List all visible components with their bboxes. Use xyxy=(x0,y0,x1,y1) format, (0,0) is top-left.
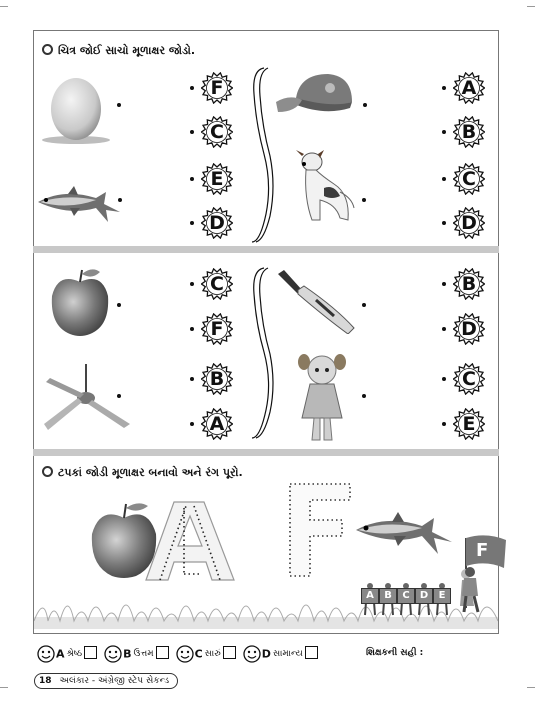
teacher-sign-label: શિક્ષકની સહી : xyxy=(366,648,424,658)
rating-checkbox[interactable] xyxy=(84,646,97,659)
section-divider-2 xyxy=(33,449,499,456)
letter-connector-dot[interactable] xyxy=(190,282,194,286)
section3-heading xyxy=(42,466,243,480)
right-letter-badge[interactable] xyxy=(453,163,485,195)
badge-letter: F xyxy=(210,318,224,340)
flag-letter: F xyxy=(476,540,489,561)
rating-letter: A xyxy=(56,647,65,661)
rating-checkbox[interactable] xyxy=(156,646,169,659)
rating-label: ઉત્તમ xyxy=(133,649,154,659)
section-divider-1 xyxy=(33,246,499,253)
crop-mark-bottom-left xyxy=(0,687,8,696)
rating-letter: B xyxy=(123,647,132,661)
rating-checkbox[interactable] xyxy=(223,646,236,659)
letter-connector-dot[interactable] xyxy=(190,327,194,331)
bat-connector-dot[interactable] xyxy=(362,303,366,307)
cap-connector-dot[interactable] xyxy=(363,103,367,107)
parade-letter-card: E xyxy=(433,588,451,604)
parade-letter-card: D xyxy=(415,588,433,604)
section3-heading-text: ટપકાં જોડી મૂળાક્ષર બનાવો અને રંગ પૂરો. xyxy=(58,466,243,479)
right-letter-badge[interactable] xyxy=(453,268,485,300)
left-letter-badge[interactable] xyxy=(201,408,233,440)
rating-option xyxy=(175,644,236,664)
badge-letter: C xyxy=(210,273,224,295)
rating-strip xyxy=(36,640,496,668)
left-letter-badge[interactable] xyxy=(201,313,233,345)
dotted-letter-f[interactable] xyxy=(284,480,356,580)
dotted-letter-a[interactable] xyxy=(140,496,240,584)
right-letter-badge[interactable] xyxy=(453,363,485,395)
matching-bracket-2 xyxy=(246,264,276,442)
bat-picture xyxy=(276,268,356,334)
smiley-face-icon xyxy=(36,644,56,664)
flag-bearer-child xyxy=(458,566,488,614)
fish-connector-dot[interactable] xyxy=(118,198,122,202)
letter-connector-dot[interactable] xyxy=(190,177,194,181)
fish-large-picture xyxy=(352,508,456,562)
letter-connector-dot[interactable] xyxy=(442,177,446,181)
badge-letter: C xyxy=(210,121,224,143)
rating-letter: C xyxy=(194,647,203,661)
footer-book-title: અલંકાર - અંગ્રેજી સ્ટેપ સેકન્ડ xyxy=(59,676,170,686)
smiley-face-icon xyxy=(103,644,123,664)
badge-letter: A xyxy=(209,413,225,435)
fan-connector-dot[interactable] xyxy=(117,394,121,398)
letter-connector-dot[interactable] xyxy=(442,130,446,134)
badge-letter: A xyxy=(461,77,477,99)
rating-option xyxy=(242,644,318,664)
cap-picture xyxy=(272,68,356,122)
badge-letter: F xyxy=(210,77,224,99)
doll-connector-dot[interactable] xyxy=(362,394,366,398)
rating-label: સારું xyxy=(204,649,221,659)
badge-letter: B xyxy=(461,273,477,295)
heading-bullet-icon xyxy=(42,44,53,55)
rating-option xyxy=(36,644,97,664)
letter-connector-dot[interactable] xyxy=(190,130,194,134)
rating-label: સામાન્ય xyxy=(272,649,303,659)
letter-connector-dot[interactable] xyxy=(442,377,446,381)
doll-picture xyxy=(296,352,348,444)
dog-connector-dot[interactable] xyxy=(362,198,366,202)
left-letter-badge[interactable] xyxy=(201,363,233,395)
crop-mark-top-right xyxy=(527,6,535,15)
badge-letter: D xyxy=(209,212,225,234)
badge-letter: B xyxy=(461,121,477,143)
badge-letter: C xyxy=(462,168,476,190)
badge-letter: D xyxy=(461,212,477,234)
egg-connector-dot[interactable] xyxy=(117,103,121,107)
smiley-face-icon xyxy=(175,644,195,664)
parade-letter-card: C xyxy=(397,588,415,604)
letter-connector-dot[interactable] xyxy=(442,86,446,90)
right-letter-badge[interactable] xyxy=(453,207,485,239)
crop-mark-bottom-right xyxy=(527,687,535,696)
letter-connector-dot[interactable] xyxy=(442,422,446,426)
crop-mark-top-left xyxy=(0,6,8,15)
letter-connector-dot[interactable] xyxy=(442,282,446,286)
heading-bullet-icon xyxy=(42,466,53,477)
right-letter-badge[interactable] xyxy=(453,116,485,148)
letter-connector-dot[interactable] xyxy=(190,422,194,426)
badge-letter: C xyxy=(462,368,476,390)
fish-picture xyxy=(34,182,124,232)
page-number: 18 xyxy=(39,676,52,686)
right-letter-badge[interactable] xyxy=(453,408,485,440)
badge-letter: E xyxy=(462,413,476,435)
letter-connector-dot[interactable] xyxy=(442,221,446,225)
badge-letter: E xyxy=(210,168,224,190)
section1-heading-text: ચિત્ર જોઈ સાચો મૂળાક્ષર જોડો. xyxy=(58,44,196,57)
left-letter-badge[interactable] xyxy=(201,163,233,195)
apple-connector-dot[interactable] xyxy=(117,303,121,307)
left-letter-badge[interactable] xyxy=(201,268,233,300)
apple-picture xyxy=(48,266,112,338)
parade-letter-card: A xyxy=(361,588,379,604)
badge-letter: B xyxy=(209,368,225,390)
dog-picture xyxy=(290,148,356,228)
smiley-face-icon xyxy=(242,644,262,664)
rating-option xyxy=(103,644,168,664)
right-letter-badge[interactable] xyxy=(453,313,485,345)
letter-connector-dot[interactable] xyxy=(190,221,194,225)
letter-connector-dot[interactable] xyxy=(190,86,194,90)
rating-label: શ્રેષ્ઠ xyxy=(66,649,83,659)
egg-picture xyxy=(40,74,112,144)
left-letter-badge[interactable] xyxy=(201,116,233,148)
page-footer xyxy=(34,673,178,689)
letter-connector-dot[interactable] xyxy=(190,377,194,381)
fan-picture xyxy=(40,362,132,434)
right-letter-badge[interactable] xyxy=(453,72,485,104)
rating-letter: D xyxy=(261,647,271,661)
letter-connector-dot[interactable] xyxy=(442,327,446,331)
left-letter-badge[interactable] xyxy=(201,207,233,239)
badge-letter: D xyxy=(461,318,477,340)
left-letter-badge[interactable] xyxy=(201,72,233,104)
parade-letter-card: B xyxy=(379,588,397,604)
rating-checkbox[interactable] xyxy=(305,646,318,659)
section1-heading xyxy=(42,44,195,58)
